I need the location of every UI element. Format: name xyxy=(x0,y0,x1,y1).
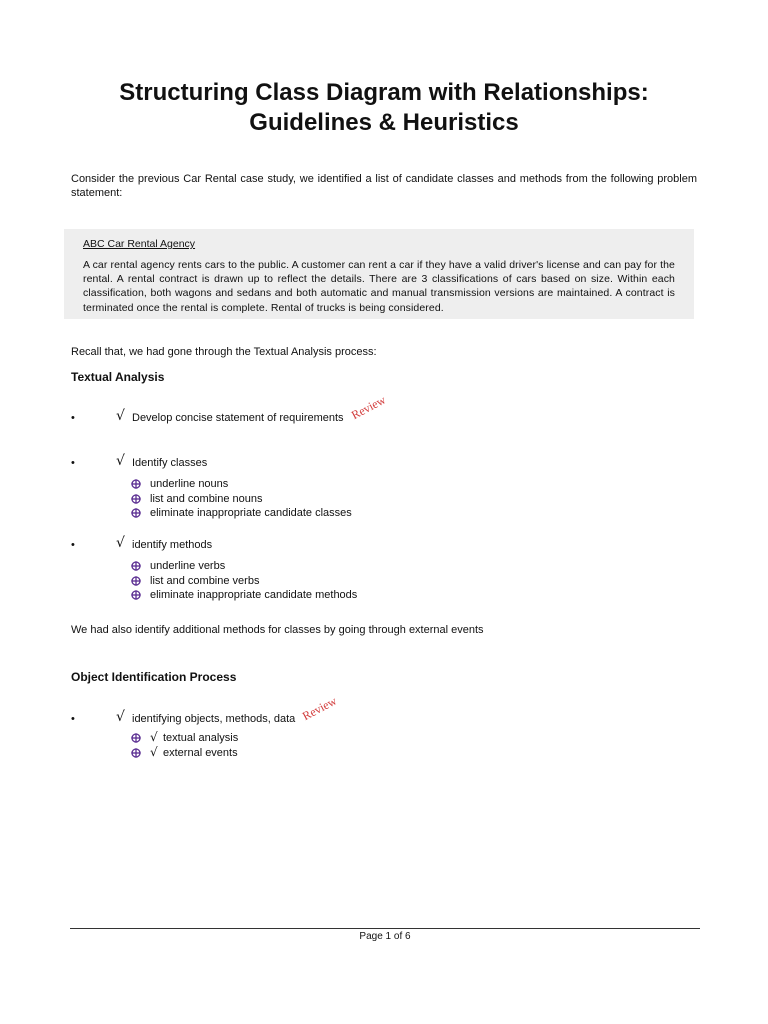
sub-list-item xyxy=(131,588,631,603)
check-mark-icon: √ xyxy=(116,709,125,725)
sub-list xyxy=(131,477,631,521)
list-item xyxy=(71,535,671,553)
list-item xyxy=(71,709,671,727)
case-study-box xyxy=(64,229,694,319)
cross-circle-icon xyxy=(131,479,141,489)
cross-circle-icon xyxy=(131,590,141,600)
bullet-icon: • xyxy=(71,412,75,424)
sub-item-text: eliminate inappropriate candidate methods xyxy=(150,589,358,601)
sub-item-text: textual analysis xyxy=(163,732,239,744)
cross-circle-icon xyxy=(131,748,141,758)
cross-circle-icon xyxy=(131,733,141,743)
bullet-icon: • xyxy=(71,539,75,551)
page-title xyxy=(60,78,708,138)
sub-list-item xyxy=(131,477,631,492)
case-study-text: A car rental agency rents cars to the public. A customer can rent a car if they have a valid driver's license and can pay for the rental. A rental contract is drawn up to reflect the details. There are 3 classifications of cars based on size. Within each classification, both wagons and sedans and both automatic and manual transmission versions are maintained. A contract is terminated once the rental is complete. Rental of trucks is being considered. xyxy=(83,259,675,314)
sub-list-item xyxy=(131,492,631,507)
sub-list-item xyxy=(131,506,631,521)
cross-circle-icon xyxy=(131,576,141,586)
recall-paragraph: Recall that, we had gone through the Textual Analysis process: xyxy=(71,346,377,358)
check-mark-icon: √ xyxy=(116,453,125,469)
sub-item-text: underline verbs xyxy=(150,560,226,572)
check-mark-icon: √ xyxy=(150,744,158,759)
cross-circle-icon xyxy=(131,494,141,504)
bullet-icon: • xyxy=(71,457,75,469)
sub-item-text: eliminate inappropriate candidate classes xyxy=(150,507,352,519)
bullet-text: Identify classes xyxy=(132,457,208,469)
check-mark-icon: √ xyxy=(116,535,125,551)
external-events-paragraph: We had also identify additional methods for classes by going through external events xyxy=(71,624,484,636)
check-mark-icon: √ xyxy=(116,408,125,424)
title-line-2: Guidelines & Heuristics xyxy=(249,109,519,136)
textual-analysis-heading: Textual Analysis xyxy=(71,370,165,384)
object-identification-heading: Object Identification Process xyxy=(71,670,237,684)
intro-paragraph: Consider the previous Car Rental case study, we identified a list of candidate classes and methods from the following problem statement: xyxy=(71,173,697,199)
bullet-icon: • xyxy=(71,713,75,725)
review-stamp: Review xyxy=(348,392,388,423)
cross-circle-icon xyxy=(131,508,141,518)
check-mark-icon: √ xyxy=(150,730,158,744)
sub-item-text: list and combine verbs xyxy=(150,574,260,587)
page-number: Page 1 of 6 xyxy=(359,931,411,942)
cross-circle-icon xyxy=(131,561,141,571)
sub-list xyxy=(131,731,631,760)
list-item xyxy=(71,453,671,471)
sub-item-text: underline nouns xyxy=(150,478,229,490)
sub-list xyxy=(131,559,631,603)
case-study-title: ABC Car Rental Agency xyxy=(83,238,196,250)
sub-item-text: list and combine nouns xyxy=(150,492,263,505)
sub-list-item xyxy=(131,746,631,761)
sub-item-text: external events xyxy=(163,746,238,759)
bullet-text: Develop concise statement of requirements xyxy=(132,412,344,424)
bullet-text: identify methods xyxy=(132,539,213,551)
sub-list-item xyxy=(131,574,631,589)
footer-divider xyxy=(70,928,700,929)
title-line-1: Structuring Class Diagram with Relationships: xyxy=(119,79,649,106)
review-stamp: Review xyxy=(299,693,339,724)
bullet-text: identifying objects, methods, data xyxy=(132,713,296,725)
sub-list-item xyxy=(131,559,631,574)
sub-list-item xyxy=(131,731,631,746)
